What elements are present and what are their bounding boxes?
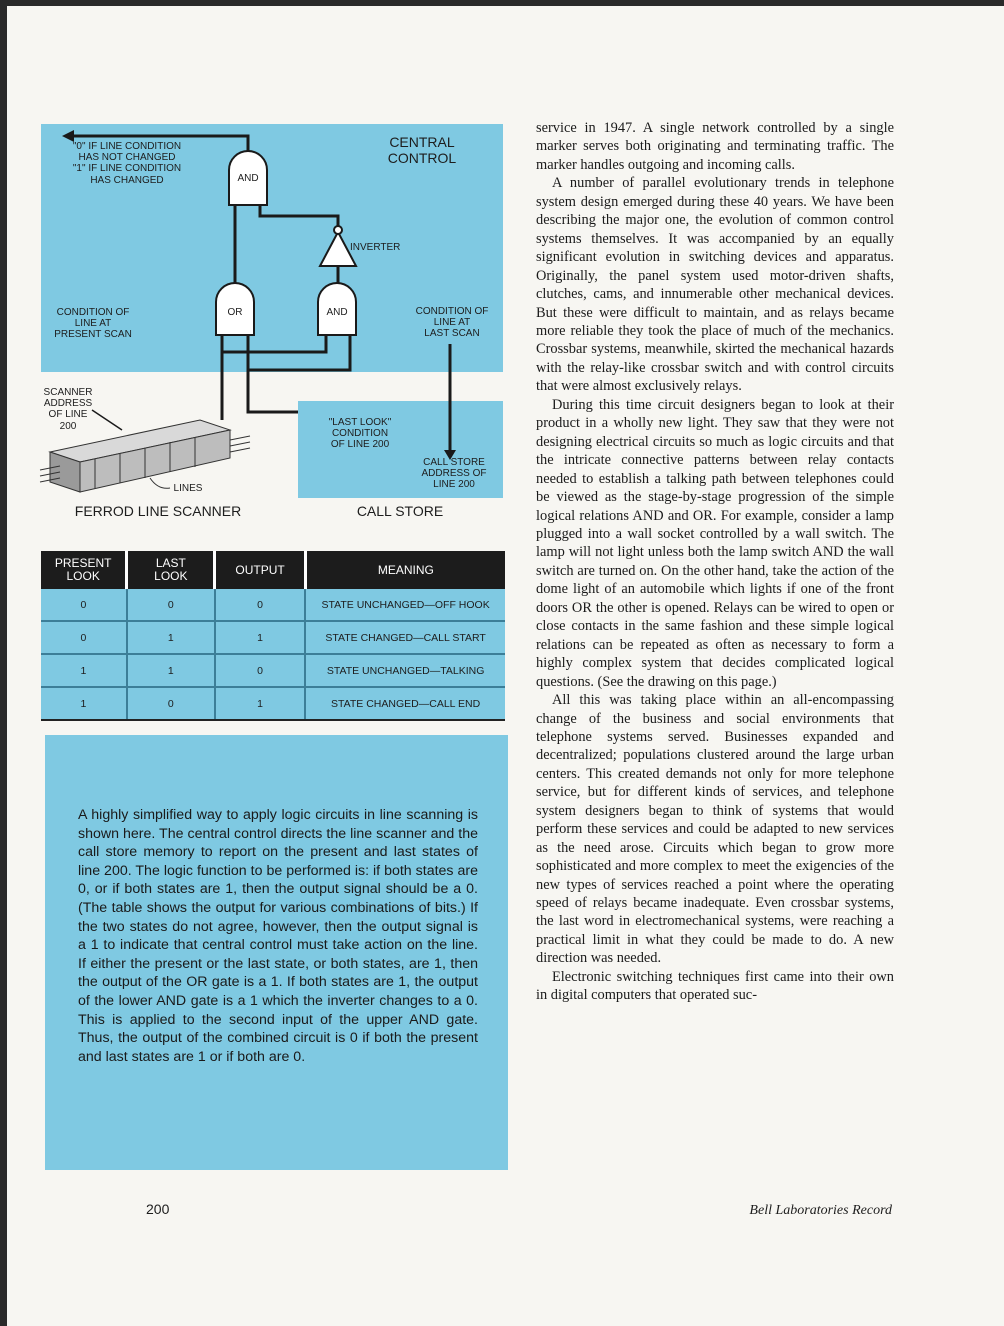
header-present-look: PRESENT LOOK [41, 551, 127, 589]
body-paragraph: All this was taking place within an all-encompassing change of the business and social environments that telephone systems served. Businesses expanded and decentralized; populations clustered around the large urban centers. This created demands not only for more telephone service, but for different kinds of services, and telephone system designers began to think of systems that would perform these services and could be adapted to new services as the need arose. Circuits which began to grow more sophisticated and more complex to meet the exigencies of the new types of services reached a point where the operating speed of relays became inadequate. Even crossbar systems, the last word in electromechanical systems, were reaching a practical limit in what they could be made to do. A new direction was needed. [536, 692, 894, 967]
last-scan-label: CONDITION OF LINE AT LAST SCAN [415, 306, 489, 340]
table-row [41, 654, 505, 687]
call-store-address-label: CALL STORE ADDRESS OF LINE 200 [421, 457, 487, 491]
and-gate-lower-label: AND [326, 307, 348, 318]
cell-meaning: STATE CHANGED—CALL START [305, 621, 505, 654]
cell-output: 1 [215, 621, 305, 654]
header-meaning: MEANING [305, 551, 505, 589]
inverter-bubble [334, 226, 342, 234]
present-scan-label: CONDITION OF LINE AT PRESENT SCAN [54, 307, 132, 341]
table-row [41, 687, 505, 720]
and-gate-top-label: AND [237, 173, 259, 184]
cell-last: 0 [127, 687, 215, 720]
call-store-caption: CALL STORE [356, 503, 444, 519]
cell-present: 0 [41, 621, 127, 654]
output-note-label: "0" IF LINE CONDITION HAS NOT CHANGED "1" IF LINE CONDITION HAS CHANGED [72, 141, 182, 186]
logic-diagram [0, 0, 520, 530]
scanner-address-label: SCANNER ADDRESS OF LINE 200 [43, 387, 93, 432]
cell-last: 1 [127, 621, 215, 654]
ferrod-scanner-caption: FERROD LINE SCANNER [74, 503, 242, 519]
caption-text: A highly simplified way to apply logic circuits in line scanning is shown here. The central control directs the line scanner and the call store memory to report on the present and last states of line 200. The logic function to be performed is: if both states are 0, or if both states are 1, then the output signal should be a 0. (The table shows the output for various combinations of bits.) If the two states do not agree, however, then the output signal is a 1 to indicate that central control must take action on the line. If either the present or the last state, or both states, are 1, then the output of the OR gate is a 1. If both states are 1, the output of the lower AND gate is a 1 which the inverter changes to a 0. This is applied to the second input of the upper AND gate. Thus, the output of the combined circuit is 0 if both the present and last states are 1 or if both are 0. [78, 807, 478, 1065]
truth-table [41, 551, 505, 721]
caption-box [45, 735, 508, 1170]
logic-diagram-svg [0, 0, 520, 530]
table-header-row [41, 551, 505, 589]
cell-last: 0 [127, 589, 215, 621]
page-number: 200 [146, 1201, 170, 1217]
central-control-label: CENTRAL CONTROL [387, 134, 457, 166]
cell-output: 1 [215, 687, 305, 720]
inverter-label: INVERTER [350, 242, 401, 253]
table-row [41, 589, 505, 621]
body-text-column [536, 119, 894, 1005]
publication-name: Bell Laboratories Record [749, 1203, 892, 1218]
cell-last: 1 [127, 654, 215, 687]
header-last-look: LAST LOOK [127, 551, 215, 589]
lines-label: LINES [173, 483, 203, 494]
last-look-label: "LAST LOOK" CONDITION OF LINE 200 [328, 417, 392, 451]
cell-output: 0 [215, 589, 305, 621]
or-gate-label: OR [227, 307, 243, 318]
cell-meaning: STATE UNCHANGED—OFF HOOK [305, 589, 505, 621]
header-output: OUTPUT [215, 551, 305, 589]
cell-present: 1 [41, 654, 127, 687]
body-paragraph: Electronic switching techniques first came into their own in digital computers that operated suc- [536, 968, 894, 1004]
cell-meaning: STATE CHANGED—CALL END [305, 687, 505, 720]
body-paragraph: service in 1947. A single network controlled by a single marker serves both originating and terminating traffic. The marker handles outgoing and incoming calls. [536, 120, 894, 173]
cell-present: 0 [41, 589, 127, 621]
table-row [41, 621, 505, 654]
body-paragraph: During this time circuit designers began to look at their product in a wholly new light. They saw that they were not designing electrical circuits so much as logic circuits and that the intricate connective patterns between relay contacts needed to establish a talking path between telephones could be viewed as the stage-by-stage progression of the simple logical relations AND and OR. For example, consider a lamp plugged into a wall socket controlled by a wall switch. The lamp will not light unless both the lamp switch AND the wall switch are turned on. On the other hand, take the action of the dome light of an automobile which lights if one of the front doors OR the other is opened. Relays can be wired to open or close contacts in the same fashion and these simple logical relations can be repeated as often as necessary to form a highly complex system that decides complicated logical questions. (See the drawing on this page.) [536, 396, 894, 690]
body-paragraph: A number of parallel evolutionary trends in telephone system design emerged during these 40 years. We have been describing the major one, the evolution of common control systems themselves. It was accompanied by an equally significant evolution in switching devices and apparatus. Originally, the panel system used motor-driven shafts, clutches, cams, and innumerable other mechanical devices. But these were difficult to maintain, and as relays became more reliable they took the place of much of the mechanics. Crossbar systems, meanwhile, skirted the mechanical hazards with the relay-like crossbar switch and with control circuits that were almost exclusively relays. [536, 175, 894, 395]
cell-present: 1 [41, 687, 127, 720]
cell-meaning: STATE UNCHANGED—TALKING [305, 654, 505, 687]
cell-output: 0 [215, 654, 305, 687]
